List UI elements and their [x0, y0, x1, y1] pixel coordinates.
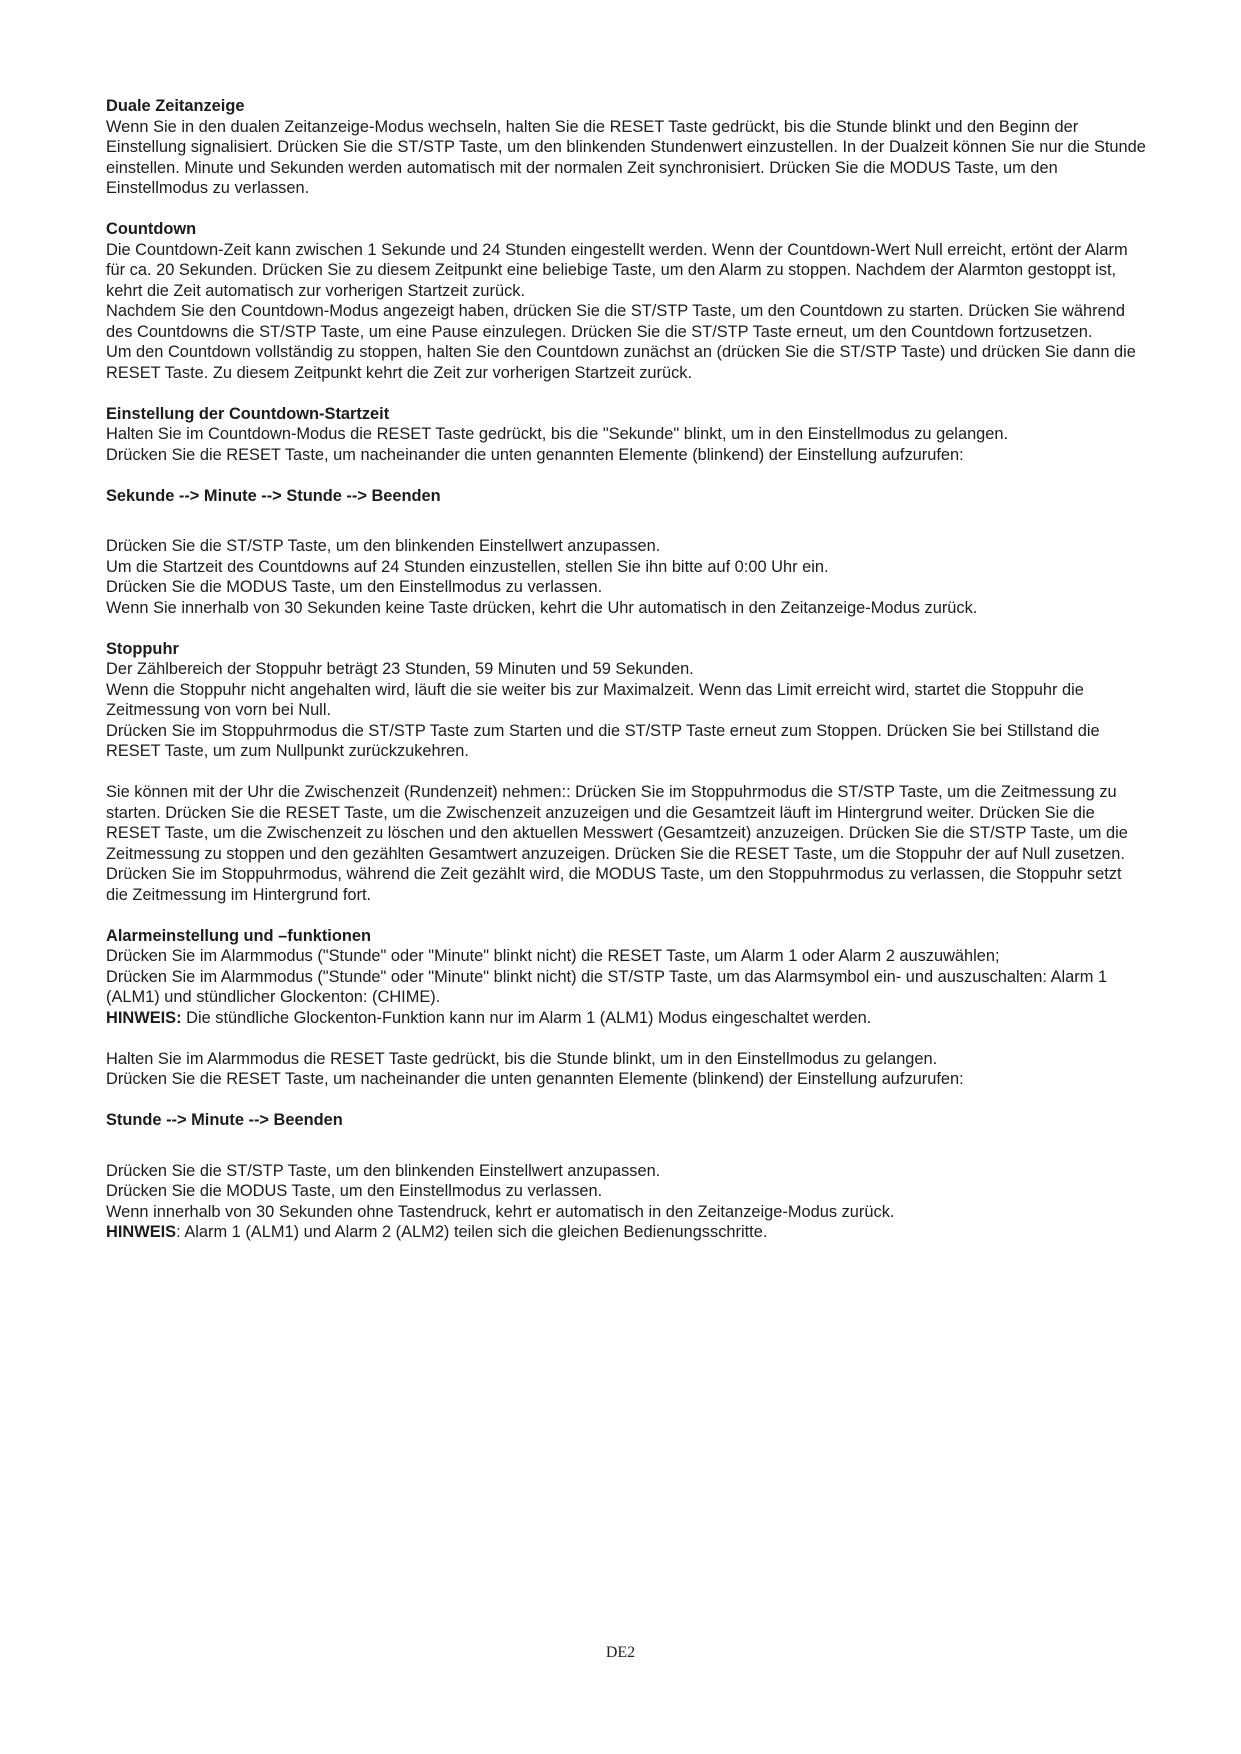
paragraph: Wenn Sie in den dualen Zeitanzeige-Modus wechseln, halten Sie die RESET Taste gedrückt, bis die Stunde blinkt und den Beginn der Einstellung signalisiert. Drücken Sie die ST/STP Taste, um den blinkenden Stundenwert einzustellen. In der Dualzeit können Sie nur die Stunde einstellen. Minute und Sekunden werden automatisch mit der normalen Zeit synchronisiert. Drücken Sie die MODUS Taste, um den Einstellmodus zu verlassen.	[106, 117, 1146, 197]
paragraph: Drücken Sie die ST/STP Taste, um den blinkenden Einstellwert anzupassen.	[106, 537, 661, 555]
note-label: HINWEIS	[106, 1223, 177, 1241]
note-text: Die stündliche Glockenton-Funktion kann nur im Alarm 1 (ALM1) Modus eingeschaltet werden.	[181, 1008, 872, 1027]
paragraph: Die Countdown-Zeit kann zwischen 1 Sekunde und 24 Stunden eingestellt werden. Wenn der Countdown-Wert Null erreicht, ertönt der Alarm für ca. 20 Sekunden. Drücken Sie zu diesem Zeitpunkt eine beliebige Taste, um den Alarm zu stoppen. Nachdem der Alarmton gestoppt ist, kehrt die Zeit automatisch zur vorherigen Startzeit zurück.	[106, 240, 1128, 300]
note-paragraph	[106, 1222, 1146, 1243]
paragraph: Um die Startzeit des Countdowns auf 24 Stunden einzustellen, stellen Sie ihn bitte auf 0:00 Uhr ein.	[106, 557, 829, 576]
paragraph: Drücken Sie im Stoppuhrmodus die ST/STP Taste zum Starten und die ST/STP Taste erneut zum Stoppen. Drücken Sie bei Stillstand die RESET Taste, um zum Nullpunkt zurückzukehren.	[106, 721, 1100, 760]
page-number: DE2	[605, 1644, 636, 1661]
paragraph: Drücken Sie die ST/STP Taste, um den blinkenden Einstellwert anzupassen.	[106, 1161, 661, 1180]
section-heading: Countdown	[106, 220, 197, 238]
paragraph: Wenn Sie innerhalb von 30 Sekunden keine Taste drücken, kehrt die Uhr automatisch in den Zeitanzeige-Modus zurück.	[106, 598, 978, 617]
note-text: : Alarm 1 (ALM1) und Alarm 2 (ALM2) teilen sich die gleichen Bedienungsschritte.	[176, 1223, 768, 1241]
paragraph: Wenn die Stoppuhr nicht angehalten wird, läuft die sie weiter bis zur Maximalzeit. Wenn das Limit erreicht wird, startet die Stoppuhr die Zeitmessung von vorn bei Null.	[106, 680, 1084, 719]
paragraph: Nachdem Sie den Countdown-Modus angezeigt haben, drücken Sie die ST/STP Taste, um den Countdown zu starten. Drücken Sie während des Countdowns die ST/STP Taste, um eine Pause einzulegen. Drücken Sie die ST/STP Taste erneut, um den Countdown fortzusetzen.	[106, 302, 1125, 341]
paragraph: Drücken Sie im Alarmmodus ("Stunde" oder "Minute" blinkt nicht) die RESET Taste, um Alarm 1 oder Alarm 2 auszuwählen;	[106, 947, 1000, 965]
section-heading: Stoppuhr	[106, 639, 179, 658]
section-heading: Einstellung der Countdown-Startzeit	[106, 404, 390, 423]
sequence-line: Sekunde --> Minute --> Stunde --> Beenden	[106, 486, 441, 505]
paragraph: Drücken Sie die MODUS Taste, um den Einstellmodus zu verlassen.	[106, 578, 603, 596]
note-label: HINWEIS:	[106, 1008, 182, 1027]
paragraph: Der Zählbereich der Stoppuhr beträgt 23 Stunden, 59 Minuten und 59 Sekunden.	[106, 660, 694, 678]
paragraph: Wenn innerhalb von 30 Sekunden ohne Tastendruck, kehrt er automatisch in den Zeitanzeige-Modus zurück.	[106, 1202, 895, 1221]
note-paragraph	[106, 1008, 1146, 1029]
paragraph: Halten Sie im Alarmmodus die RESET Taste gedrückt, bis die Stunde blinkt, um in den Einstellmodus zu gelangen.	[106, 1049, 938, 1068]
paragraph: Drücken Sie im Alarmmodus ("Stunde" oder "Minute" blinkt nicht) die ST/STP Taste, um das Alarmsymbol ein- und auszuschalten: Alarm 1 (ALM1) und stündlicher Glockenton: (CHIME).	[106, 967, 1108, 1006]
paragraph: Drücken Sie die RESET Taste, um nacheinander die unten genannten Elemente (blinkend) der Einstellung aufzurufen:	[106, 1070, 964, 1088]
document-body	[106, 96, 1146, 1243]
paragraph: Sie können mit der Uhr die Zwischenzeit (Rundenzeit) nehmen:: Drücken Sie im Stoppuhrmodus die ST/STP Taste, um die Zeitmessung zu starten. Drücken Sie die RESET Taste, um die Zwischenzeit anzuzeigen und die Gesamtzeit läuft im Hintergrund weiter. Drücken Sie die RESET Taste, um die Zwischenzeit zu löschen und den aktuellen Messwert (Gesamtzeit) anzuzeigen. Drücken Sie die ST/STP Taste, um die Zeitmessung zu stoppen und den gezählten Gesamtwert anzuzeigen. Drücken Sie die RESET Taste, um die Stoppuhr der auf Null zusetzen.	[106, 783, 1128, 863]
paragraph: Um den Countdown vollständig zu stoppen, halten Sie den Countdown zunächst an (drücken Sie die ST/STP Taste) und drücken Sie dann die RESET Taste. Zu diesem Zeitpunkt kehrt die Zeit zur vorherigen Startzeit zurück.	[106, 343, 1136, 382]
paragraph: Drücken Sie die RESET Taste, um nacheinander die unten genannten Elemente (blinkend) der Einstellung aufzurufen:	[106, 445, 964, 464]
sequence-line: Stunde --> Minute --> Beenden	[106, 1111, 343, 1129]
paragraph: Drücken Sie im Stoppuhrmodus, während die Zeit gezählt wird, die MODUS Taste, um den Stoppuhrmodus zu verlassen, die Stoppuhr setzt die Zeitmessung im Hintergrund fort.	[106, 865, 1122, 904]
paragraph: Halten Sie im Countdown-Modus die RESET Taste gedrückt, bis die "Sekunde" blinkt, um in den Einstellmodus zu gelangen.	[106, 425, 1009, 443]
section-heading: Alarmeinstellung und –funktionen	[106, 926, 371, 945]
section-heading: Duale Zeitanzeige	[106, 97, 245, 115]
paragraph: Drücken Sie die MODUS Taste, um den Einstellmodus zu verlassen.	[106, 1182, 603, 1200]
